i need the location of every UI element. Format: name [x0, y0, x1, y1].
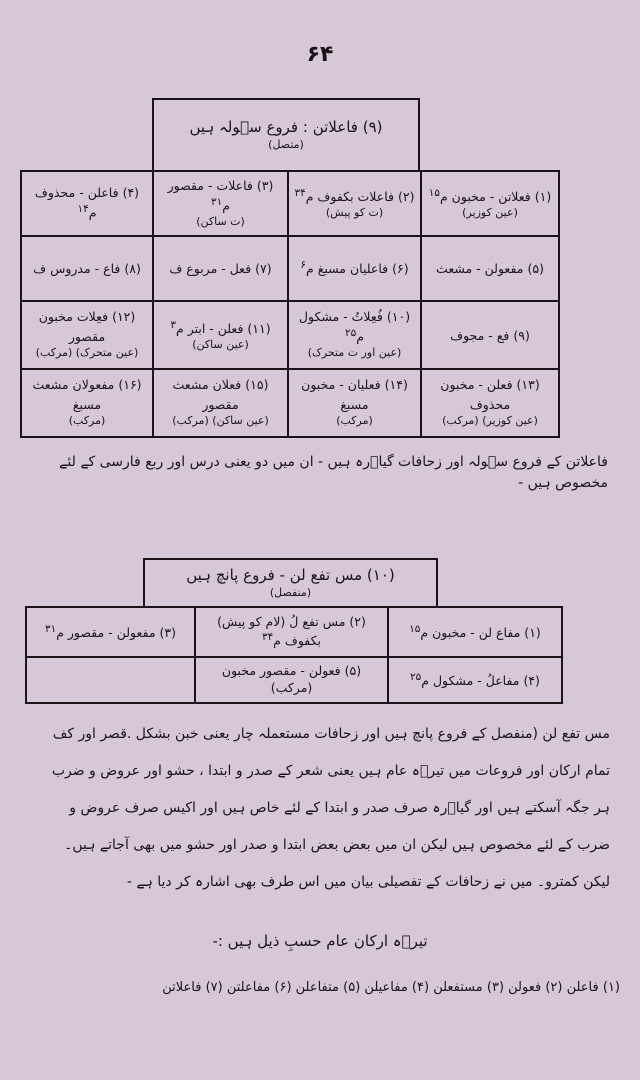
paragraph-1-line: مخصوص ہیں - — [518, 475, 608, 491]
table1-cell: (۴) فاعلن - محذوف م$^{۱۴}$ — [20, 170, 154, 237]
paragraph-2 — [30, 716, 610, 901]
table1-cell: (۱۵) فعلان مشعث مقصور (عین ساکن) (مرکب) — [152, 368, 289, 438]
table1-title: (۹) فاعلاتن : فروع سؔولہ ہیں — [189, 118, 383, 137]
paragraph-2-line: تمام ارکان اور فروعات میں تیرؔہ عام ہیں یعنی شعر کے صدر و ابتدا ، حشو اور عروض و ضرب — [51, 763, 610, 779]
table2-title: (۱۰) مس تفع لن - فروع پانچ ہیں — [186, 566, 395, 585]
paragraph-2-line: لیکن کمترو۔ میں نے زحافات کے تفصیلی بیان میں اس طرف بھی اشارہ کر دیا ہے - — [126, 874, 610, 890]
table1-cell: (۱۴) فعلیان - مخبون مسبغ (مرکب) — [287, 368, 422, 438]
table2-cell-empty — [25, 656, 196, 704]
table1-cell: (۸) فاع - مدروس ف — [20, 235, 154, 302]
table2-cell: (۴) مفاعلُ - مشکول م$^{۲۵}$ — [387, 656, 563, 704]
table1-cell: (۱۳) فعلن - مخبون محذوف (عین کوزیر) (مرکب) — [420, 368, 560, 438]
table2-cell: (۱) مفاع لن - مخبون م$^{۱۵}$ — [387, 606, 563, 658]
table1-header — [152, 98, 420, 172]
table1-cell: (۹) فع - مجوف — [420, 300, 560, 370]
table1-cell: (۱۱) فعلن - ابتر م$^۳$ (عین ساکن) — [152, 300, 289, 370]
paragraph-2-line: ہر جگہ آسکتے ہیں اور گیاؔرہ صرف صدر و ابتدا کے لئے خاص ہیں اور اکیس صرف عروض و — [69, 800, 610, 816]
table1-cell: (۱۰) فُعِلاتُ - مشکول م$^{۲۵}$ (عین اور ت متحرک) — [287, 300, 422, 370]
list-heading: تیرؔہ ارکان عام حسبِ ذیل ہیں :- — [212, 932, 428, 950]
table1-cell: (۱۲) فعِلات مخبون مقصور (عین متحرک) (مرکب) — [20, 300, 154, 370]
table1-cell: (۱۶) مفعولان مشعث مسبغ (مرکب) — [20, 368, 154, 438]
table1-cell: (۳) فاعلات - مقصور م$^{۳۱}$ (ت ساکن) — [152, 170, 289, 237]
table2-subtitle: (منفصل) — [269, 585, 312, 599]
table2-cell: (۳) مفعولن - مقصور م$^{۳۱}$ — [25, 606, 196, 658]
table1-cell: (۵) مفعولن - مشعث — [420, 235, 560, 302]
table1-cell: (۲) فاعلات بکفوف م$^{۳۴}$ (ت کو پیش) — [287, 170, 422, 237]
table1-cell: (۱) فعلاتن - مخبون م$^{۱۵}$ (عین کوزیر) — [420, 170, 560, 237]
table1-cell: (۶) فاعلیان مسبغ م$^۶$ — [287, 235, 422, 302]
table2-cell: (۲) مس تفع لُ (لام کو پیش) بکفوف م$^{۳۴}$ — [194, 606, 389, 658]
table2-cell: (۵) فعولن - مقصور مخبون (مرکب) — [194, 656, 389, 704]
table1-cell: (۷) فعل - مربوع ف — [152, 235, 289, 302]
paragraph-1 — [28, 452, 608, 494]
page-number: ۶۴ — [306, 42, 334, 67]
table2-header — [143, 558, 438, 608]
list-line: (۱) فاعلن (۲) فعولن (۳) مستفعلن (۴) مفاعیلن (۵) متفاعلن (۶) مفاعلتن (۷) فاعلاتن — [162, 980, 620, 995]
paragraph-1-line: فاعلاتن کے فروع سؔولہ اور زحافات گیاؔرہ ہیں - ان میں دو یعنی درس اور ربع فارسی کے لئے — [59, 454, 608, 470]
table1-subtitle: (متصل) — [268, 137, 304, 151]
paragraph-2-line: ضرب کے لئے مخصوص ہیں لیکن ان میں بعض بعض ابتدا و صدر اور حشو میں بھی آجاتے ہیں۔ — [64, 837, 610, 853]
paragraph-2-line: مس تفع لن (منفصل کے فروع پانچ ہیں اور زحافات مستعملہ چار یعنی خبن بشکل .قصر اور کف — [52, 726, 610, 742]
